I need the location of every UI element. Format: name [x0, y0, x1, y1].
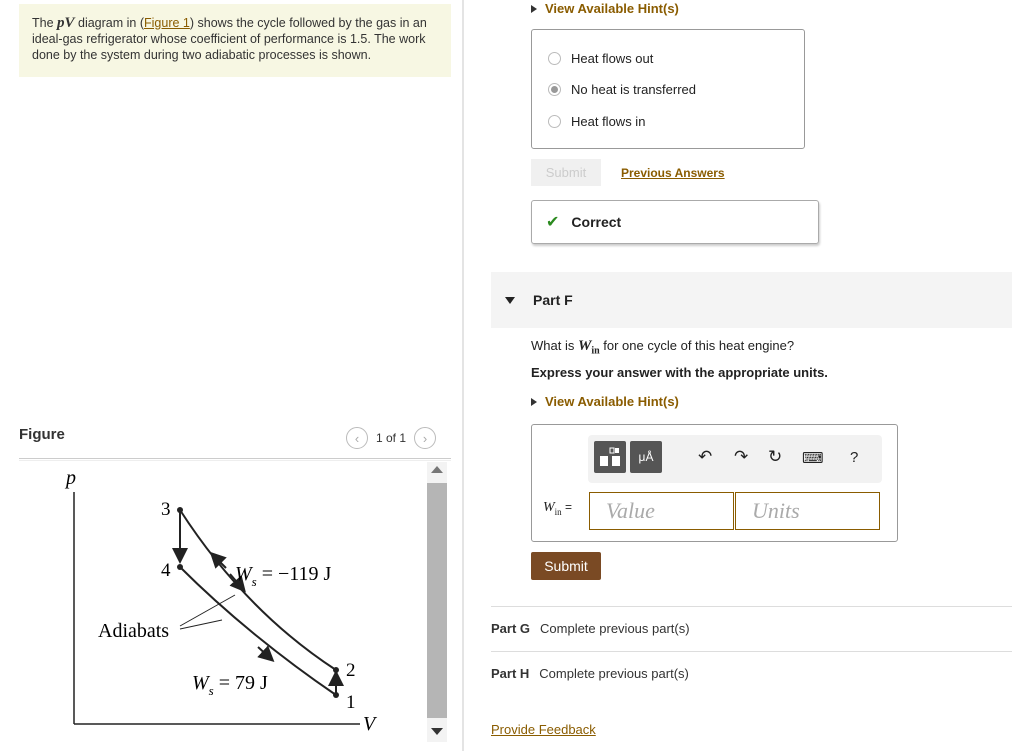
- help-icon[interactable]: ?: [850, 449, 859, 466]
- v-axis-label: V: [363, 713, 376, 735]
- provide-feedback-link[interactable]: Provide Feedback: [491, 722, 596, 737]
- part-f-submit-button[interactable]: Submit: [531, 552, 601, 580]
- radio-button-selected[interactable]: [548, 83, 561, 96]
- ws-upper-label: $W_s = -119$ J: [235, 563, 332, 589]
- leader-line: [180, 620, 222, 629]
- arrow: [258, 647, 270, 658]
- hint-label: View Available Hint(s): [545, 1, 679, 16]
- part-f-hints-link[interactable]: [531, 394, 679, 409]
- part-g-status: Complete previous part(s): [540, 621, 690, 636]
- point-3-label: 3: [161, 499, 171, 520]
- reset-icon[interactable]: ↻: [768, 447, 783, 466]
- adiabats-label: Adiabats: [98, 620, 170, 642]
- left-pane: [0, 0, 464, 751]
- part-f-question: What is $W_{in}$ for one cycle of this heat engine?: [531, 338, 795, 357]
- option-label: Heat flows out: [571, 51, 654, 66]
- ws-lower-label: $W_s = 79$ J: [192, 672, 268, 698]
- redo-icon[interactable]: ↷: [734, 447, 749, 466]
- radio-button[interactable]: [548, 115, 561, 128]
- point-1-dot: [333, 692, 339, 698]
- units-input[interactable]: Units: [735, 492, 880, 530]
- problem-text: The: [32, 16, 58, 30]
- option-heat-out[interactable]: [548, 51, 653, 66]
- next-figure-button[interactable]: ›: [414, 427, 436, 449]
- hint-label: View Available Hint(s): [545, 394, 679, 409]
- undo-icon[interactable]: ↶: [698, 447, 713, 466]
- option-label: No heat is transferred: [571, 82, 697, 97]
- keyboard-icon[interactable]: ⌨: [802, 450, 824, 467]
- correct-feedback: [531, 200, 819, 244]
- part-f-instructions: Express your answer with the appropriate units.: [531, 365, 828, 380]
- radio-button[interactable]: [548, 52, 561, 65]
- figure-title: Figure: [19, 426, 65, 443]
- point-3-dot: [177, 507, 183, 513]
- divider: [491, 651, 1012, 652]
- expand-icon: [531, 398, 537, 406]
- previous-answers-link[interactable]: Previous Answers: [621, 166, 725, 180]
- problem-text: ) shows the cycle followed by the gas in an ideal-gas refrigerator whose coefficient of performance is 1.5. The work done by the system during two adiabatic processes is shown.: [32, 16, 427, 62]
- point-2-label: 2: [346, 660, 356, 681]
- part-h-row: [491, 666, 1012, 681]
- part-g-label: Part G: [491, 621, 531, 636]
- scroll-thumb[interactable]: [427, 483, 447, 718]
- problem-statement: [19, 4, 451, 77]
- value-input[interactable]: Value: [589, 492, 734, 530]
- units-icon[interactable]: μÅ: [630, 441, 662, 473]
- p-axis-label: p: [66, 467, 76, 489]
- prev-figure-button[interactable]: ‹: [346, 427, 368, 449]
- point-2-dot: [333, 667, 339, 673]
- math-toolbar: [588, 435, 882, 483]
- point-1-label: 1: [346, 692, 356, 713]
- scroll-up-icon[interactable]: [431, 466, 443, 473]
- point-4-label: 4: [161, 560, 171, 581]
- figure-pager: [346, 427, 436, 449]
- expand-icon: [531, 5, 537, 13]
- check-icon: ✔: [546, 214, 560, 231]
- collapse-icon: [505, 297, 515, 304]
- point-4-dot: [177, 564, 183, 570]
- problem-text: diagram in (: [74, 16, 145, 30]
- option-no-heat[interactable]: [548, 82, 696, 97]
- part-h-label: Part H: [491, 666, 530, 681]
- part-e-options: [531, 29, 805, 149]
- part-e-submit-button[interactable]: Submit: [531, 159, 601, 186]
- problem-math: pV: [57, 15, 75, 31]
- divider: [19, 458, 451, 459]
- win-label: $W_{in}$ =: [543, 500, 573, 517]
- divider: [491, 606, 1012, 607]
- template-icon[interactable]: [594, 441, 626, 473]
- pager-text: 1 of 1: [376, 431, 407, 445]
- part-h-status: Complete previous part(s): [539, 666, 689, 681]
- correct-label: Correct: [571, 214, 622, 230]
- part-e-hints-link[interactable]: [531, 1, 679, 16]
- pv-diagram: [30, 462, 420, 747]
- figure-link[interactable]: Figure 1: [144, 16, 190, 30]
- divider: [19, 460, 451, 461]
- part-f-header[interactable]: [491, 272, 1012, 328]
- part-g-row: [491, 621, 1012, 636]
- part-f-title: Part F: [533, 292, 573, 308]
- answer-box: [531, 424, 898, 542]
- option-heat-in[interactable]: [548, 114, 645, 129]
- option-label: Heat flows in: [571, 114, 646, 129]
- scroll-down-icon[interactable]: [431, 728, 443, 735]
